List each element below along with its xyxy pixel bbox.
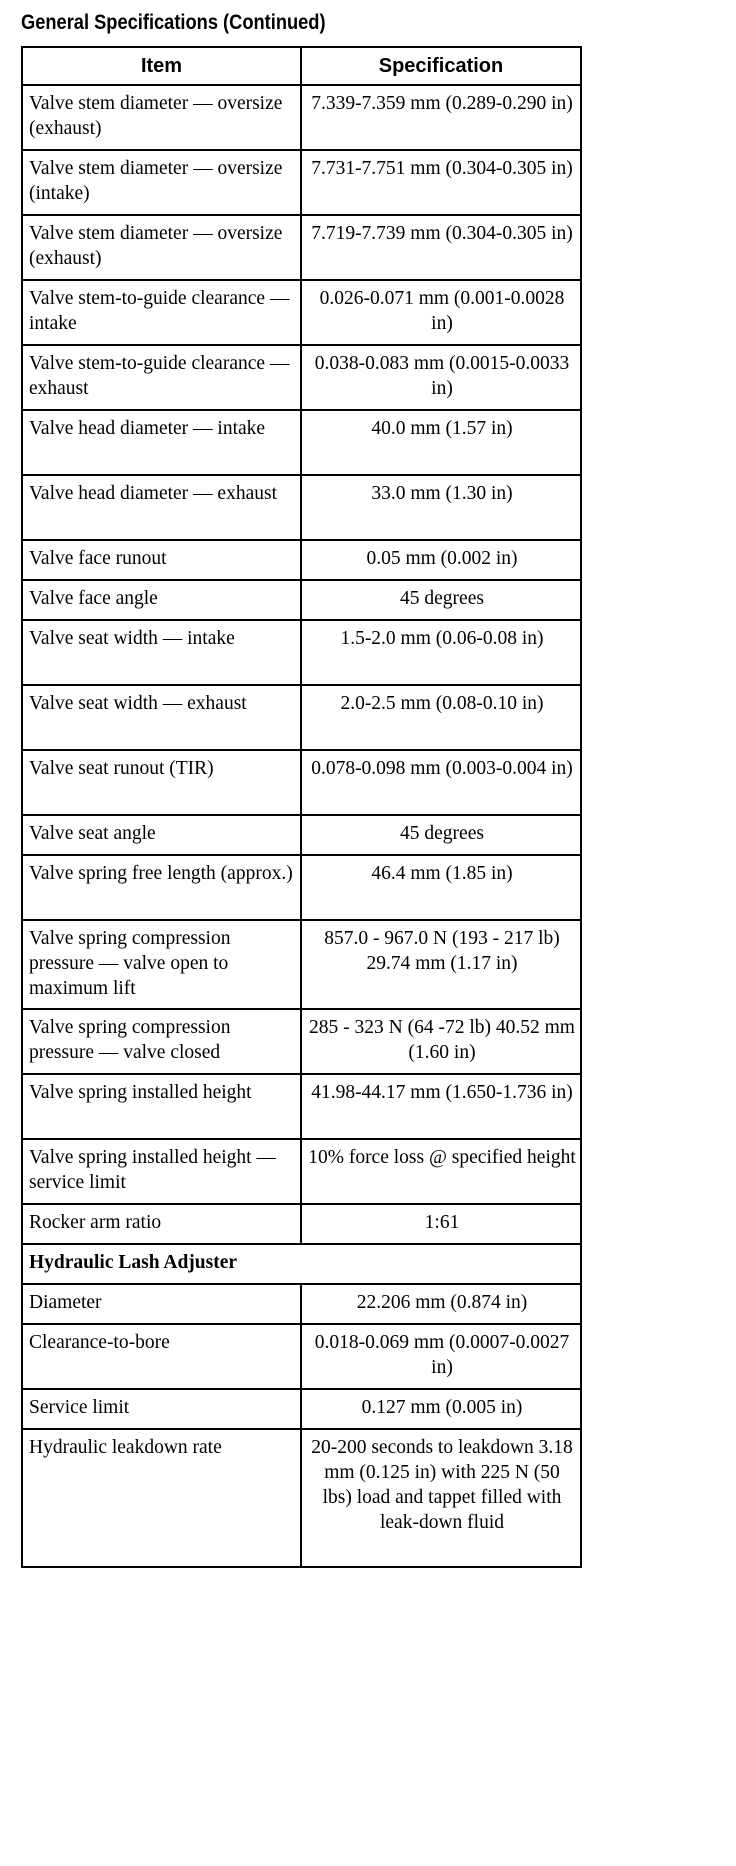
column-header-specification: Specification xyxy=(301,47,581,85)
table-row xyxy=(22,855,581,920)
item-cell: Valve stem diameter — oversize (exhaust) xyxy=(22,85,301,150)
item-cell: Valve spring compression pressure — valve open to maximum lift xyxy=(22,920,301,1009)
table-row xyxy=(22,1324,581,1389)
item-cell: Valve spring free length (approx.) xyxy=(22,855,301,920)
spec-table xyxy=(21,46,582,1568)
table-row xyxy=(22,1284,581,1324)
table-row xyxy=(22,1139,581,1204)
item-cell: Diameter xyxy=(22,1284,301,1324)
spec-cell: 0.127 mm (0.005 in) xyxy=(301,1389,581,1429)
table-row xyxy=(22,280,581,345)
spec-cell: 0.038-0.083 mm (0.0015-0.0033 in) xyxy=(301,345,581,410)
spec-cell: 41.98-44.17 mm (1.650-1.736 in) xyxy=(301,1074,581,1139)
item-cell: Valve stem-to-guide clearance — intake xyxy=(22,280,301,345)
spec-cell: 1:61 xyxy=(301,1204,581,1244)
item-cell: Valve seat width — intake xyxy=(22,620,301,685)
item-cell: Valve spring compression pressure — valve closed xyxy=(22,1009,301,1074)
spec-cell: 285 - 323 N (64 -72 lb) 40.52 mm (1.60 in) xyxy=(301,1009,581,1074)
spec-cell: 1.5-2.0 mm (0.06-0.08 in) xyxy=(301,620,581,685)
item-cell: Valve spring installed height xyxy=(22,1074,301,1139)
spec-cell: 45 degrees xyxy=(301,815,581,855)
item-cell: Valve seat width — exhaust xyxy=(22,685,301,750)
item-cell: Valve seat angle xyxy=(22,815,301,855)
item-cell: Valve stem-to-guide clearance — exhaust xyxy=(22,345,301,410)
spec-cell: 10% force loss @ specified height xyxy=(301,1139,581,1204)
item-cell: Valve head diameter — exhaust xyxy=(22,475,301,540)
spec-cell: 857.0 - 967.0 N (193 - 217 lb) 29.74 mm (1.17 in) xyxy=(301,920,581,1009)
spec-cell: 2.0-2.5 mm (0.08-0.10 in) xyxy=(301,685,581,750)
page-title: General Specifications (Continued) xyxy=(21,11,326,34)
item-cell: Valve face angle xyxy=(22,580,301,620)
item-cell: Hydraulic leakdown rate xyxy=(22,1429,301,1567)
spec-cell: 46.4 mm (1.85 in) xyxy=(301,855,581,920)
spec-cell: 7.731-7.751 mm (0.304-0.305 in) xyxy=(301,150,581,215)
table-row xyxy=(22,540,581,580)
spec-cell: 0.078-0.098 mm (0.003-0.004 in) xyxy=(301,750,581,815)
spec-cell: 0.026-0.071 mm (0.001-0.0028 in) xyxy=(301,280,581,345)
spec-cell: 0.05 mm (0.002 in) xyxy=(301,540,581,580)
item-cell: Valve face runout xyxy=(22,540,301,580)
section-header-row xyxy=(22,1244,581,1284)
table-row xyxy=(22,750,581,815)
spec-cell: 22.206 mm (0.874 in) xyxy=(301,1284,581,1324)
item-cell: Service limit xyxy=(22,1389,301,1429)
item-cell: Valve spring installed height — service limit xyxy=(22,1139,301,1204)
table-row xyxy=(22,920,581,1009)
table-row xyxy=(22,1429,581,1567)
table-row xyxy=(22,85,581,150)
table-row xyxy=(22,1389,581,1429)
spec-cell: 33.0 mm (1.30 in) xyxy=(301,475,581,540)
table-row xyxy=(22,475,581,540)
table-row xyxy=(22,580,581,620)
table-header-row xyxy=(22,47,581,85)
table-row xyxy=(22,410,581,475)
table-row xyxy=(22,620,581,685)
item-cell: Clearance-to-bore xyxy=(22,1324,301,1389)
spec-cell: 7.339-7.359 mm (0.289-0.290 in) xyxy=(301,85,581,150)
item-cell: Valve stem diameter — oversize (exhaust) xyxy=(22,215,301,280)
spec-cell: 0.018-0.069 mm (0.0007-0.0027 in) xyxy=(301,1324,581,1389)
item-cell: Valve head diameter — intake xyxy=(22,410,301,475)
table-row xyxy=(22,345,581,410)
column-header-item: Item xyxy=(22,47,301,85)
spec-cell: 7.719-7.739 mm (0.304-0.305 in) xyxy=(301,215,581,280)
table-row xyxy=(22,815,581,855)
table-row xyxy=(22,685,581,750)
table-row xyxy=(22,1074,581,1139)
table-row xyxy=(22,1204,581,1244)
item-cell: Rocker arm ratio xyxy=(22,1204,301,1244)
item-cell: Valve stem diameter — oversize (intake) xyxy=(22,150,301,215)
item-cell: Valve seat runout (TIR) xyxy=(22,750,301,815)
spec-cell: 20-200 seconds to leakdown 3.18 mm (0.125 in) with 225 N (50 lbs) load and tappet filled with leak-down fluid xyxy=(301,1429,581,1567)
table-row xyxy=(22,1009,581,1074)
table-row xyxy=(22,215,581,280)
spec-cell: 40.0 mm (1.57 in) xyxy=(301,410,581,475)
spec-cell: 45 degrees xyxy=(301,580,581,620)
section-title: Hydraulic Lash Adjuster xyxy=(22,1244,581,1284)
table-row xyxy=(22,150,581,215)
